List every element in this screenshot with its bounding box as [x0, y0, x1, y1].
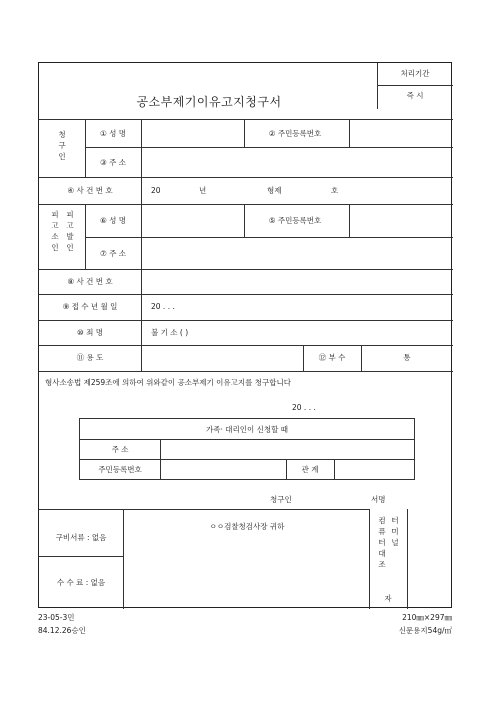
documents-label: 구비서류 : 없음	[55, 533, 107, 542]
processing-period-label: 처리기간	[400, 69, 430, 78]
footer-size: 210㎜×297㎜	[402, 613, 452, 622]
charge-label: ⑩ 죄 명	[77, 328, 103, 337]
case-no-year: 20	[151, 186, 161, 195]
suspect-label: 피 고 소 인	[51, 210, 59, 252]
statement-text: 형사소송법 제259조에 의하여 위와같이 공소부제기 이유고지를 청구합니다	[45, 378, 291, 387]
computer-label: 컴 퓨 터 대 조	[378, 516, 386, 569]
sign-label: 서명	[371, 495, 386, 504]
agent-address-label: 주 소	[111, 445, 129, 454]
suspect-resident-label: ⑤ 주민등록번호	[268, 216, 322, 225]
computer-label3: 자	[384, 594, 392, 603]
agent-header: 가족· 대리인이 신청할 때	[206, 425, 288, 434]
suspect-address-label: ⑦ 주 소	[100, 249, 126, 258]
name-label: ① 성 명	[100, 129, 126, 138]
suspect-name-label: ⑥ 성 명	[100, 216, 126, 225]
charge-value: 불 기 소 ( )	[151, 328, 189, 337]
footer-approval: 84.12.26승인	[38, 626, 86, 635]
address-label: ③ 주 소	[100, 158, 126, 167]
case-no2-label: ⑧ 사 건 번 호	[67, 277, 113, 286]
case-no-nyeon: 년	[199, 186, 207, 195]
receipt-date-label: ⑨ 접 수 년 월 일	[62, 302, 118, 311]
usage-label: ⑪ 용 도	[76, 353, 104, 362]
case-no-label: ④ 사 건 번 호	[67, 186, 113, 195]
case-no-ho: 호	[331, 186, 339, 195]
footer-paper: 신문용지54g/㎡	[398, 626, 452, 635]
form-title: 공소부제기이유고지청구서	[136, 95, 282, 109]
processing-period-value: 즉 시	[406, 91, 424, 100]
accuser-label: 피 고 발 인	[66, 210, 74, 252]
agent-resident-label: 주민등록번호	[98, 465, 142, 474]
copies-unit: 통	[403, 353, 411, 362]
agent-relation-label: 관 계	[301, 465, 319, 474]
fee-label: 수 수 료 : 없음	[56, 578, 106, 587]
resident-no-label: ② 주민등록번호	[268, 129, 322, 138]
agent-table	[79, 418, 415, 480]
computer-label2: 터 미 널	[391, 516, 399, 547]
case-no-type: 형제	[267, 186, 282, 195]
claim-form	[38, 62, 452, 608]
receipt-date-value: 20 . . .	[151, 302, 175, 311]
addressee: ㅇㅇ검찰청검사장 귀하	[209, 522, 285, 531]
footer-code: 23-05-3민	[38, 613, 75, 622]
claimant-label: 청 구 인	[58, 130, 66, 161]
copies-label: ⑫ 부 수	[318, 353, 346, 362]
date-line: 20 . . .	[292, 403, 316, 412]
claimant-sign-label: 청구인	[270, 495, 292, 504]
